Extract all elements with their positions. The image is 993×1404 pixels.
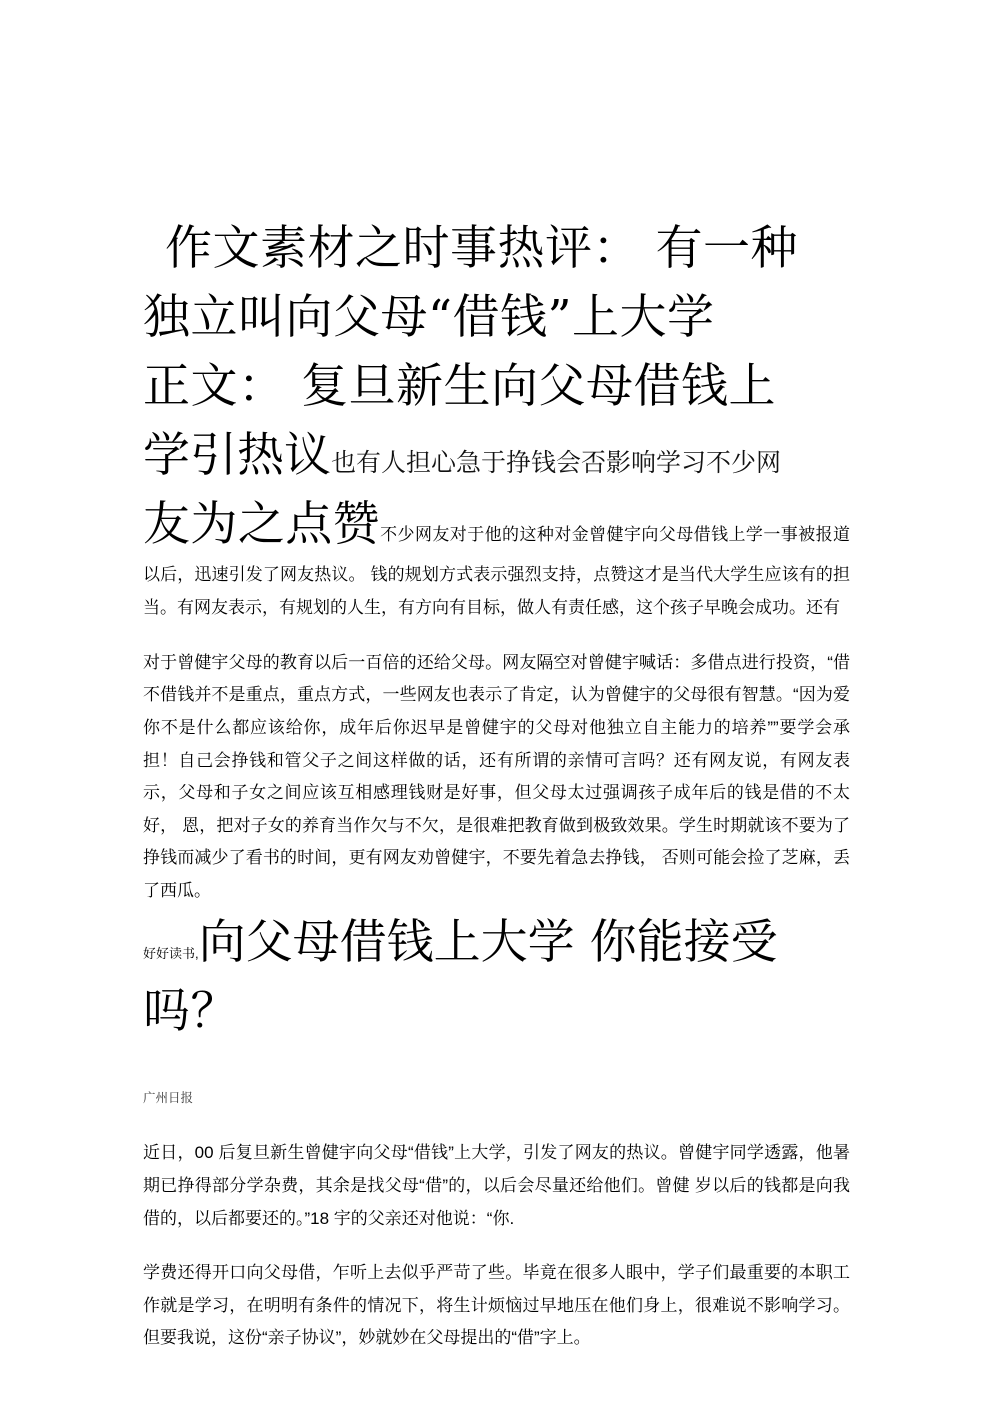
article-subtitle-line-1: 正文： 复旦新生向父母借钱上 bbox=[143, 359, 776, 415]
article-subtitle-line-2: 学引热议 bbox=[143, 428, 331, 484]
paragraph-1 bbox=[143, 490, 850, 624]
question-heading-spacer bbox=[143, 1046, 850, 1090]
question-heading-block bbox=[143, 908, 850, 977]
question-heading-line-1: 向父母借钱上大学 你能接受 bbox=[198, 914, 778, 970]
paragraph-1-text: 不少网友对于他的这种对金曾健宇向父母借钱上学一事被报道以后，迅速引发了网友热议。 钱的规划方式表示强烈支持，点赞这才是当代大学生应该有的担当。有网友表示，有规划的人生，有方向有目标，做人有责任感，这个孩子早晚会成功。还有 bbox=[143, 525, 851, 618]
subtitle-inline-note: 也有人担心急于挣钱会否影响学习不少网 bbox=[331, 448, 782, 478]
article-title-line-2: 独立叫向父母“借钱”上大学 bbox=[143, 290, 715, 346]
question-heading-prefix: 好好读书, bbox=[143, 945, 199, 961]
paragraph-3: 近日，00 后复旦新生曾健宇向父母“借钱”上大学，引发了网友的热议。曾健宇同学透露，他暑期已挣得部分学杂费，其余是找父母“借”的，以后会尽量还给他们。曾健 岁以后的钱都是向我借的，以后都要还的。”18 宇的父亲还对他说：“你. bbox=[143, 1143, 850, 1228]
paragraph-2: 对于曾健宇父母的教育以后一百倍的还给父母。网友隔空对曾健宇喊话：多借点进行投资，“借不借钱并不是重点，重点方式，一些网友也表示了肯定，认为曾健宇的父母很有智慧。“因为爱你不是什么都应该给你，成年后你迟早是曾健宇的父母对他独立自主能力的培养””要学会承担！自己会挣钱和管父子之间这样做的话，还有所谓的亲情可言吗？还有网友说，有网友表示，父母和子女之间应该互相感理钱财是好事，但父母太过强调孩子成年后的钱是借的不太好， 恩，把对子女的养育当作欠与不欠，是很难把教育做到极致效果。学生时期就该不要为了挣钱而减少了看书的时间，更有网友劝曾健宇，不要先着急去挣钱， 否则可能会捡了芝麻，丢了西瓜。 bbox=[143, 652, 850, 901]
article-title-line-1: 作文素材之时事热评： 有一种 bbox=[165, 221, 798, 276]
subtitle-mixed-run bbox=[143, 421, 850, 490]
attribution-spacer bbox=[143, 1107, 850, 1137]
pullquote-lead-run: 友为之点赞 bbox=[143, 497, 381, 553]
paragraph-4: 学费还得开口向父母借，乍听上去似乎严苛了些。毕竟在很多人眼中，学子们最重要的本职工作就是学习，在明明有条件的情况下，将生计烦恼过早地压在他们身上，很难说不影响学习。但要我说，这份“亲子协议”，妙就妙在父母提出的“借”字上。 bbox=[143, 1263, 850, 1348]
top-margin-spacer bbox=[143, 0, 850, 214]
question-heading-line-2: 吗？ bbox=[143, 983, 238, 1039]
source-attribution: 广州日报 bbox=[143, 1090, 194, 1105]
